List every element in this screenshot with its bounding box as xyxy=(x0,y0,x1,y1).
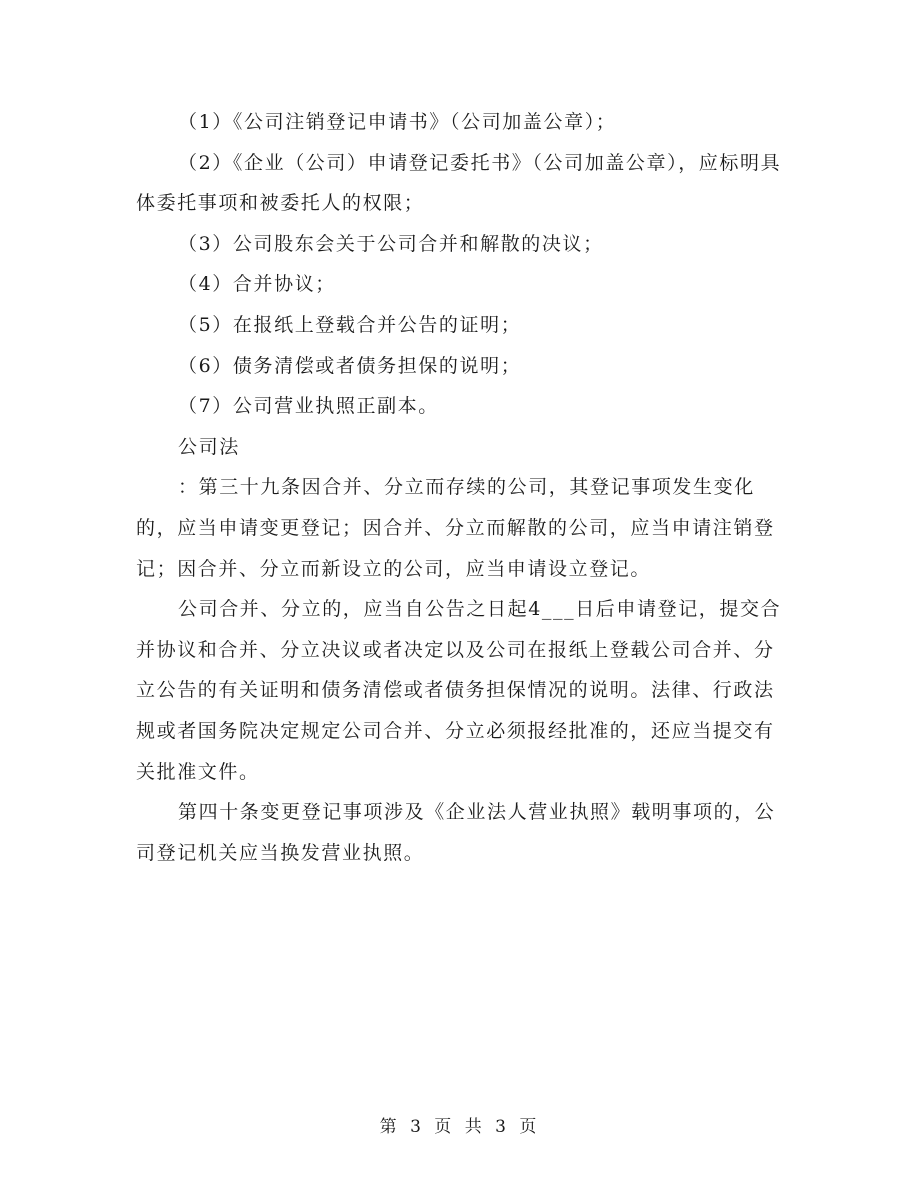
list-item-5: （5）在报纸上登载合并公告的证明； xyxy=(178,313,522,336)
merger-registration-paragraph: 公司合并、分立的，应当自公告之日起4___日后申请登记，提交合并协议和合并、分立决议或者决定以及公司在报纸上登载公司合并、分立公告的有关证明和债务清偿或者债务担保情况的说明。法律、行政法规或者国务院决定规定公司合并、分立必须报经批准的，还应当提交有关批准文件。 xyxy=(136,598,782,783)
list-item-6: （6）债务清偿或者债务担保的说明； xyxy=(178,354,522,377)
section-heading-company-law: 公司法 xyxy=(178,435,240,458)
article-40-paragraph: 第四十条变更登记事项涉及《企业法人营业执照》载明事项的，公司登记机关应当换发营业执照。 xyxy=(136,801,776,864)
page-footer: 第 3 页 共 3 页 xyxy=(379,1117,541,1137)
article-39-paragraph: ：第三十九条因合并、分立而存续的公司，其登记事项发生变化的，应当申请变更登记；因合并、分立而解散的公司，应当申请注销登记；因合并、分立而新设立的公司，应当申请设立登记。 xyxy=(136,476,775,580)
list-item-7: （7）公司营业执照正副本。 xyxy=(178,395,439,418)
list-item-3: （3）公司股东会关于公司合并和解散的决议； xyxy=(178,232,604,255)
list-item-4: （4）合并协议； xyxy=(178,273,336,296)
document-body xyxy=(136,102,784,873)
list-item-2: （2）《企业（公司）申请登记委托书》（公司加盖公章），应标明具体委托事项和被委托人的权限； xyxy=(136,151,782,215)
list-item-1: （1）《公司注销登记申请书》（公司加盖公章）； xyxy=(178,111,617,133)
